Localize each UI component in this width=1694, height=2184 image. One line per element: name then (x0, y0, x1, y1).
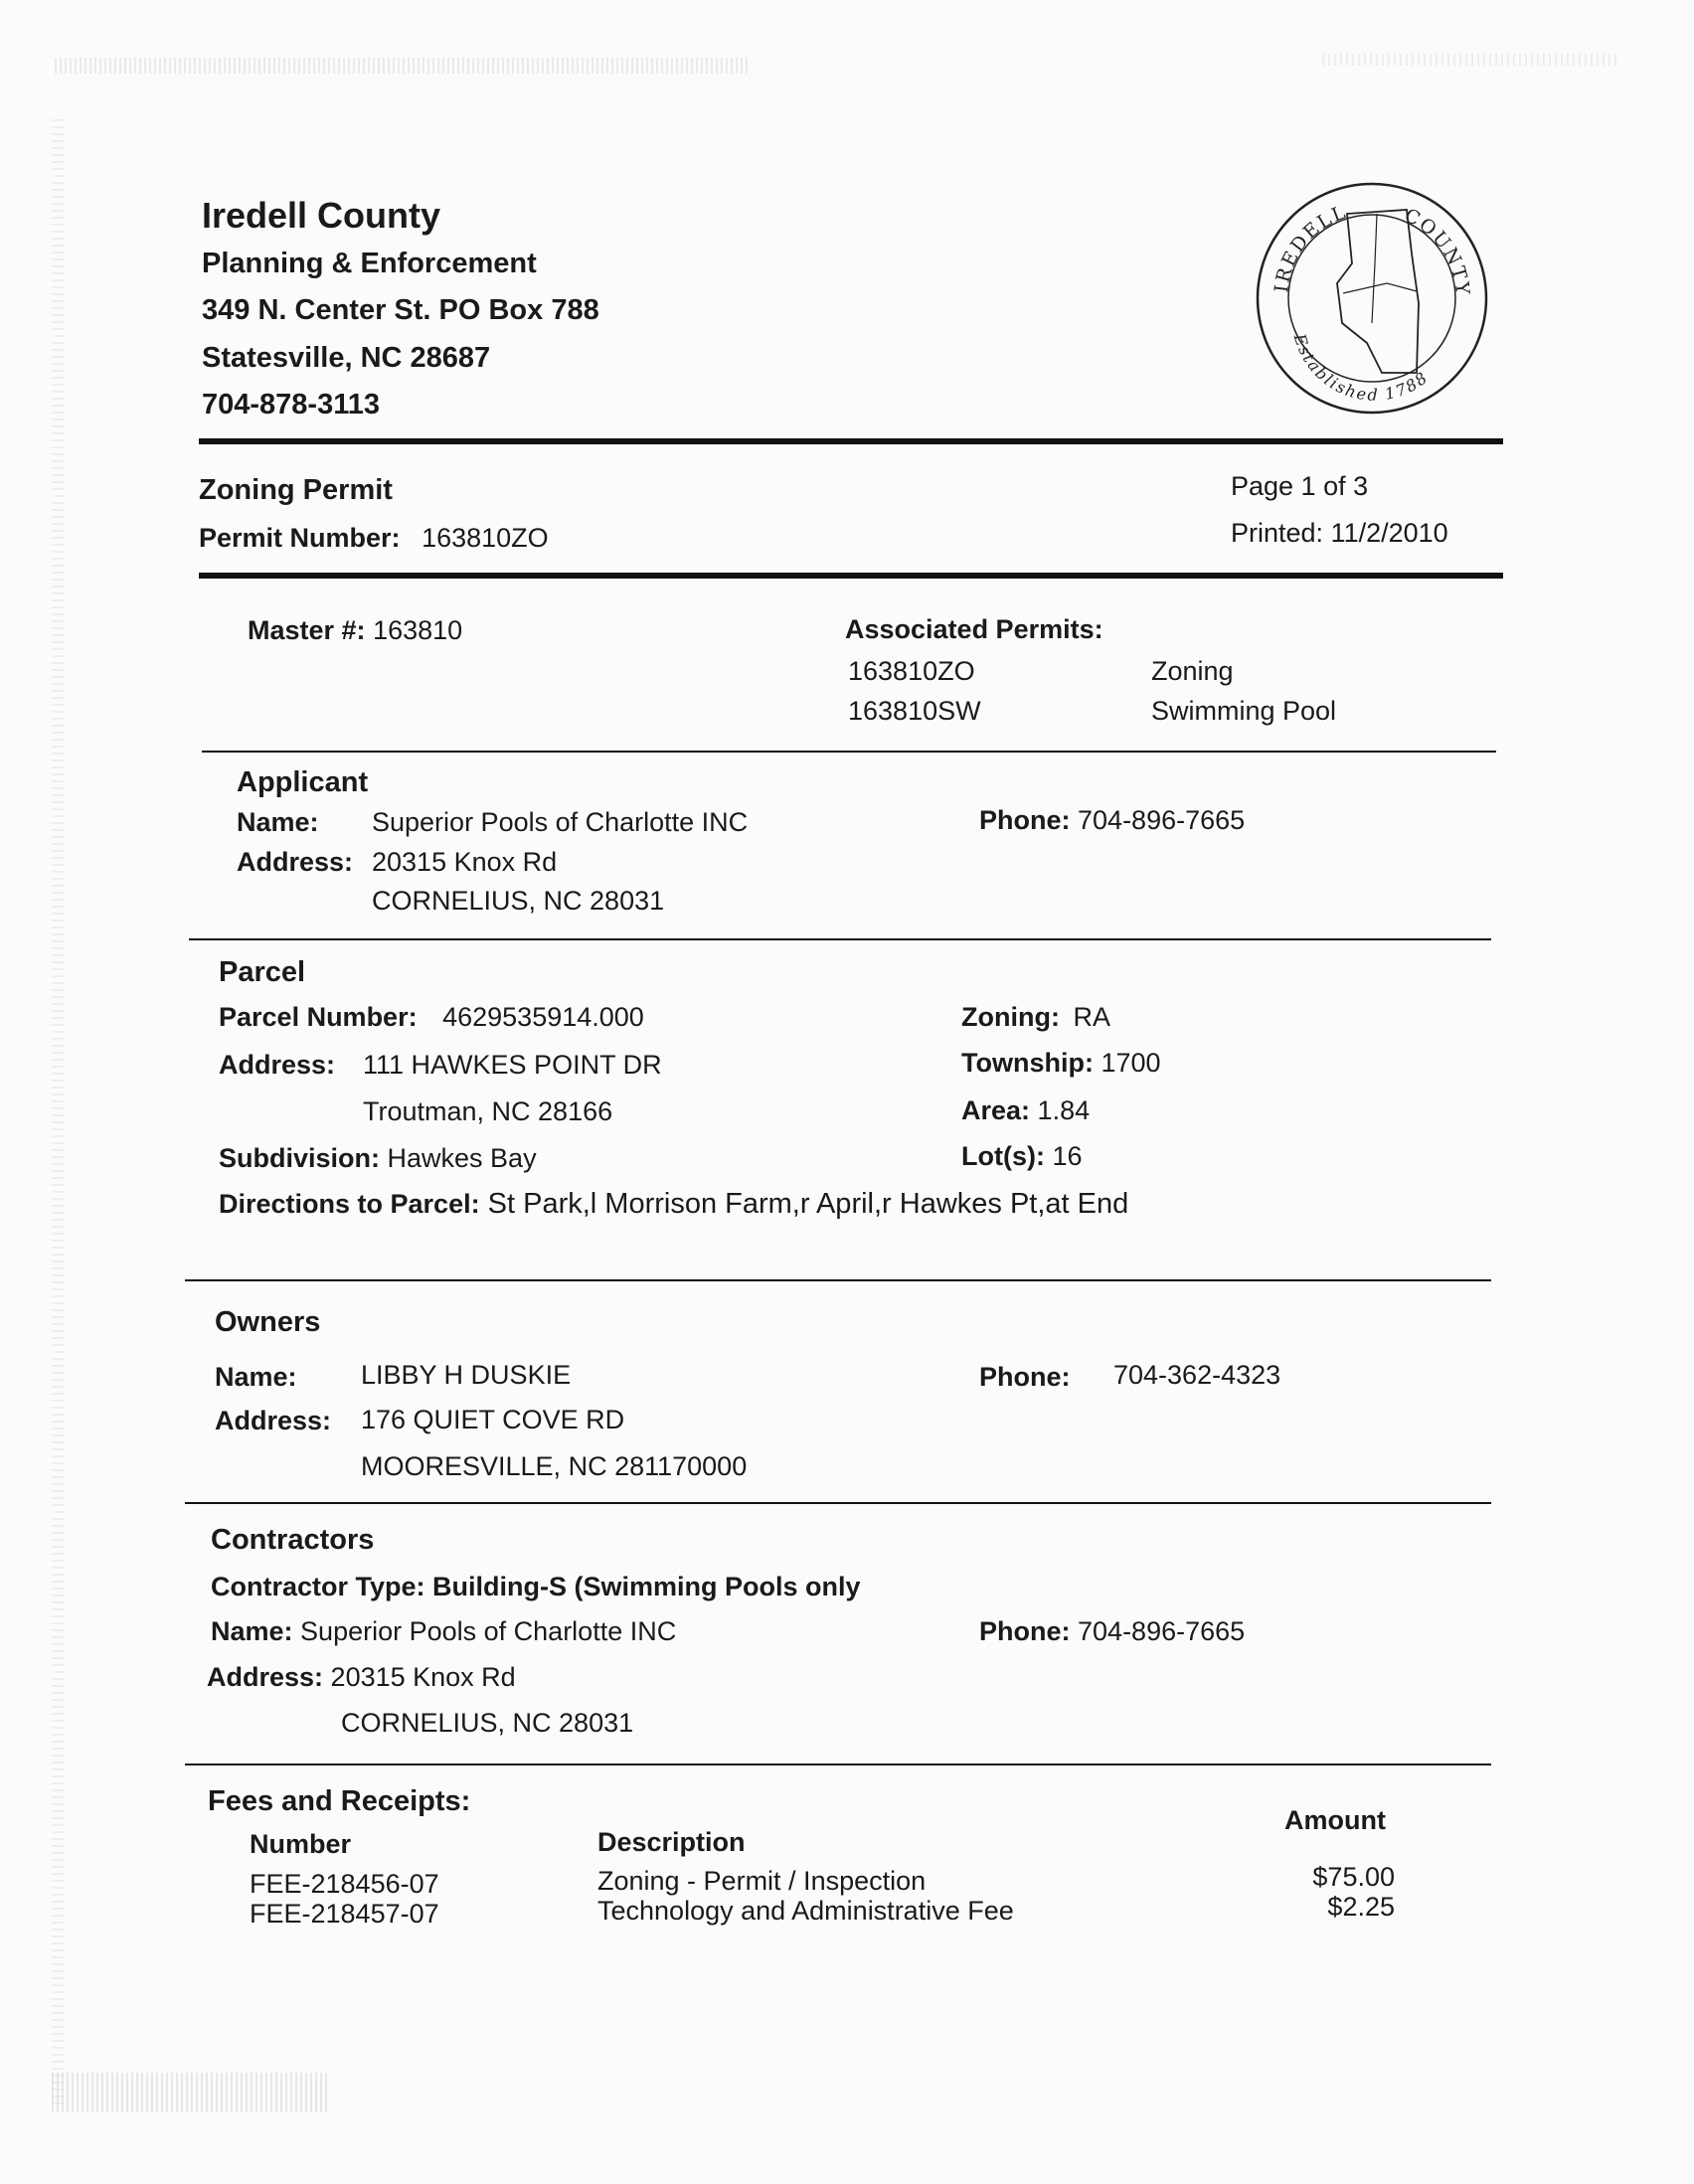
applicant-address-line2: CORNELIUS, NC 28031 (372, 886, 665, 916)
page-indicator: Page 1 of 3 (1231, 471, 1369, 501)
owner-phone-label: Phone: (979, 1362, 1071, 1392)
parcel-address-label: Address: (219, 1050, 336, 1080)
owners-section-title: Owners (215, 1306, 321, 1338)
seal-text-bottom: Established 1788 (1289, 331, 1433, 405)
fees-column-number: Number (250, 1829, 352, 1859)
owner-address-label: Address: (215, 1406, 332, 1435)
master-number: 163810 (373, 615, 463, 645)
owner-name: LIBBY H DUSKIE (361, 1360, 572, 1390)
fee-amount: $75.00 (1312, 1862, 1395, 1892)
contractor-phone-label: Phone: (979, 1616, 1071, 1646)
township: 1700 (1101, 1048, 1161, 1078)
permit-title: Zoning Permit (199, 474, 393, 506)
applicant-name-label: Name: (237, 807, 319, 837)
parcel-number: 4629535914.000 (442, 1002, 644, 1032)
department-address-line2: Statesville, NC 28687 (202, 342, 491, 374)
contractor-name: Superior Pools of Charlotte INC (300, 1616, 677, 1646)
header-divider (199, 438, 1503, 444)
zoning-label: Zoning: (961, 1002, 1060, 1032)
owner-phone: 704-362-4323 (1113, 1360, 1281, 1390)
fees-column-amount: Amount (1284, 1805, 1386, 1835)
associated-permit-id: 163810ZO (848, 656, 975, 686)
lots: 16 (1052, 1141, 1083, 1171)
area-label: Area: (961, 1095, 1031, 1125)
svg-text:IREDELL (1270, 201, 1350, 293)
fee-description: Zoning - Permit / Inspection (597, 1866, 927, 1896)
scan-artifact (55, 58, 751, 74)
contractor-name-label: Name: (211, 1616, 293, 1646)
contractor-address-label: Address: (207, 1662, 324, 1692)
printed-date: Printed: 11/2/2010 (1231, 518, 1448, 548)
seal-text-left: IREDELL (1270, 201, 1351, 294)
fee-number: FEE-218457-07 (250, 1899, 439, 1929)
parcel-address-line2: Troutman, NC 28166 (363, 1096, 613, 1126)
associated-permit-id: 163810SW (848, 696, 981, 726)
applicant-phone: 704-896-7665 (1078, 805, 1246, 835)
contractor-phone: 704-896-7665 (1078, 1616, 1246, 1646)
lots-label: Lot(s): (961, 1141, 1045, 1171)
department-address-line1: 349 N. Center St. PO Box 788 (202, 294, 599, 326)
permit-number-label: Permit Number: (199, 523, 401, 553)
fee-description: Technology and Administrative Fee (597, 1896, 1014, 1926)
section-divider (185, 1502, 1491, 1504)
scan-artifact (52, 2073, 330, 2112)
department-phone: 704-878-3113 (202, 389, 380, 420)
owner-name-label: Name: (215, 1362, 297, 1392)
section-divider (185, 1764, 1491, 1765)
section-divider (185, 1279, 1491, 1281)
county-name: Iredell County (202, 195, 441, 236)
applicant-phone-label: Phone: (979, 805, 1071, 835)
subdivision-label: Subdivision: (219, 1143, 380, 1173)
applicant-address-label: Address: (237, 847, 354, 877)
contractor-address-line1: 20315 Knox Rd (330, 1662, 516, 1692)
area: 1.84 (1037, 1095, 1091, 1125)
owner-address-line2: MOORESVILLE, NC 281170000 (361, 1451, 748, 1481)
fees-column-description: Description (597, 1827, 746, 1857)
subdivision: Hawkes Bay (387, 1143, 537, 1173)
section-divider (189, 938, 1491, 940)
scan-artifact (52, 119, 64, 2107)
master-label: Master #: (248, 615, 366, 645)
contractor-address-line2: CORNELIUS, NC 28031 (341, 1708, 634, 1738)
associated-permit-type: Swimming Pool (1151, 696, 1337, 726)
directions: St Park,l Morrison Farm,r April,r Hawkes Pt,at End (487, 1188, 1129, 1220)
contractors-section-title: Contractors (211, 1524, 375, 1556)
directions-label: Directions to Parcel: (219, 1189, 480, 1219)
department-name: Planning & Enforcement (202, 248, 537, 279)
associated-permit-type: Zoning (1151, 656, 1234, 686)
associated-permits-label: Associated Permits: (845, 614, 1103, 644)
parcel-address-line1: 111 HAWKES POINT DR (363, 1050, 662, 1080)
applicant-name: Superior Pools of Charlotte INC (372, 807, 749, 837)
scan-artifact (1322, 54, 1620, 66)
applicant-section-title: Applicant (237, 766, 369, 798)
owner-address-line1: 176 QUIET COVE RD (361, 1405, 625, 1434)
contractor-type-label: Contractor Type: (211, 1572, 425, 1601)
applicant-address-line1: 20315 Knox Rd (372, 847, 558, 877)
section-divider (202, 751, 1496, 753)
fee-amount: $2.25 (1327, 1892, 1395, 1922)
zoning: RA (1073, 1002, 1110, 1032)
permit-divider (199, 573, 1503, 579)
svg-text:Established 1788 (1289, 330, 1432, 404)
contractor-type: Building-S (Swimming Pools only (432, 1572, 861, 1601)
permit-number: 163810ZO (422, 523, 549, 553)
township-label: Township: (961, 1048, 1094, 1078)
county-seal-icon (1248, 174, 1496, 422)
fees-section-title: Fees and Receipts: (208, 1785, 471, 1817)
seal-text-right: COUNTY (1401, 204, 1474, 298)
parcel-number-label: Parcel Number: (219, 1002, 418, 1032)
parcel-section-title: Parcel (219, 956, 306, 988)
fee-number: FEE-218456-07 (250, 1869, 439, 1899)
